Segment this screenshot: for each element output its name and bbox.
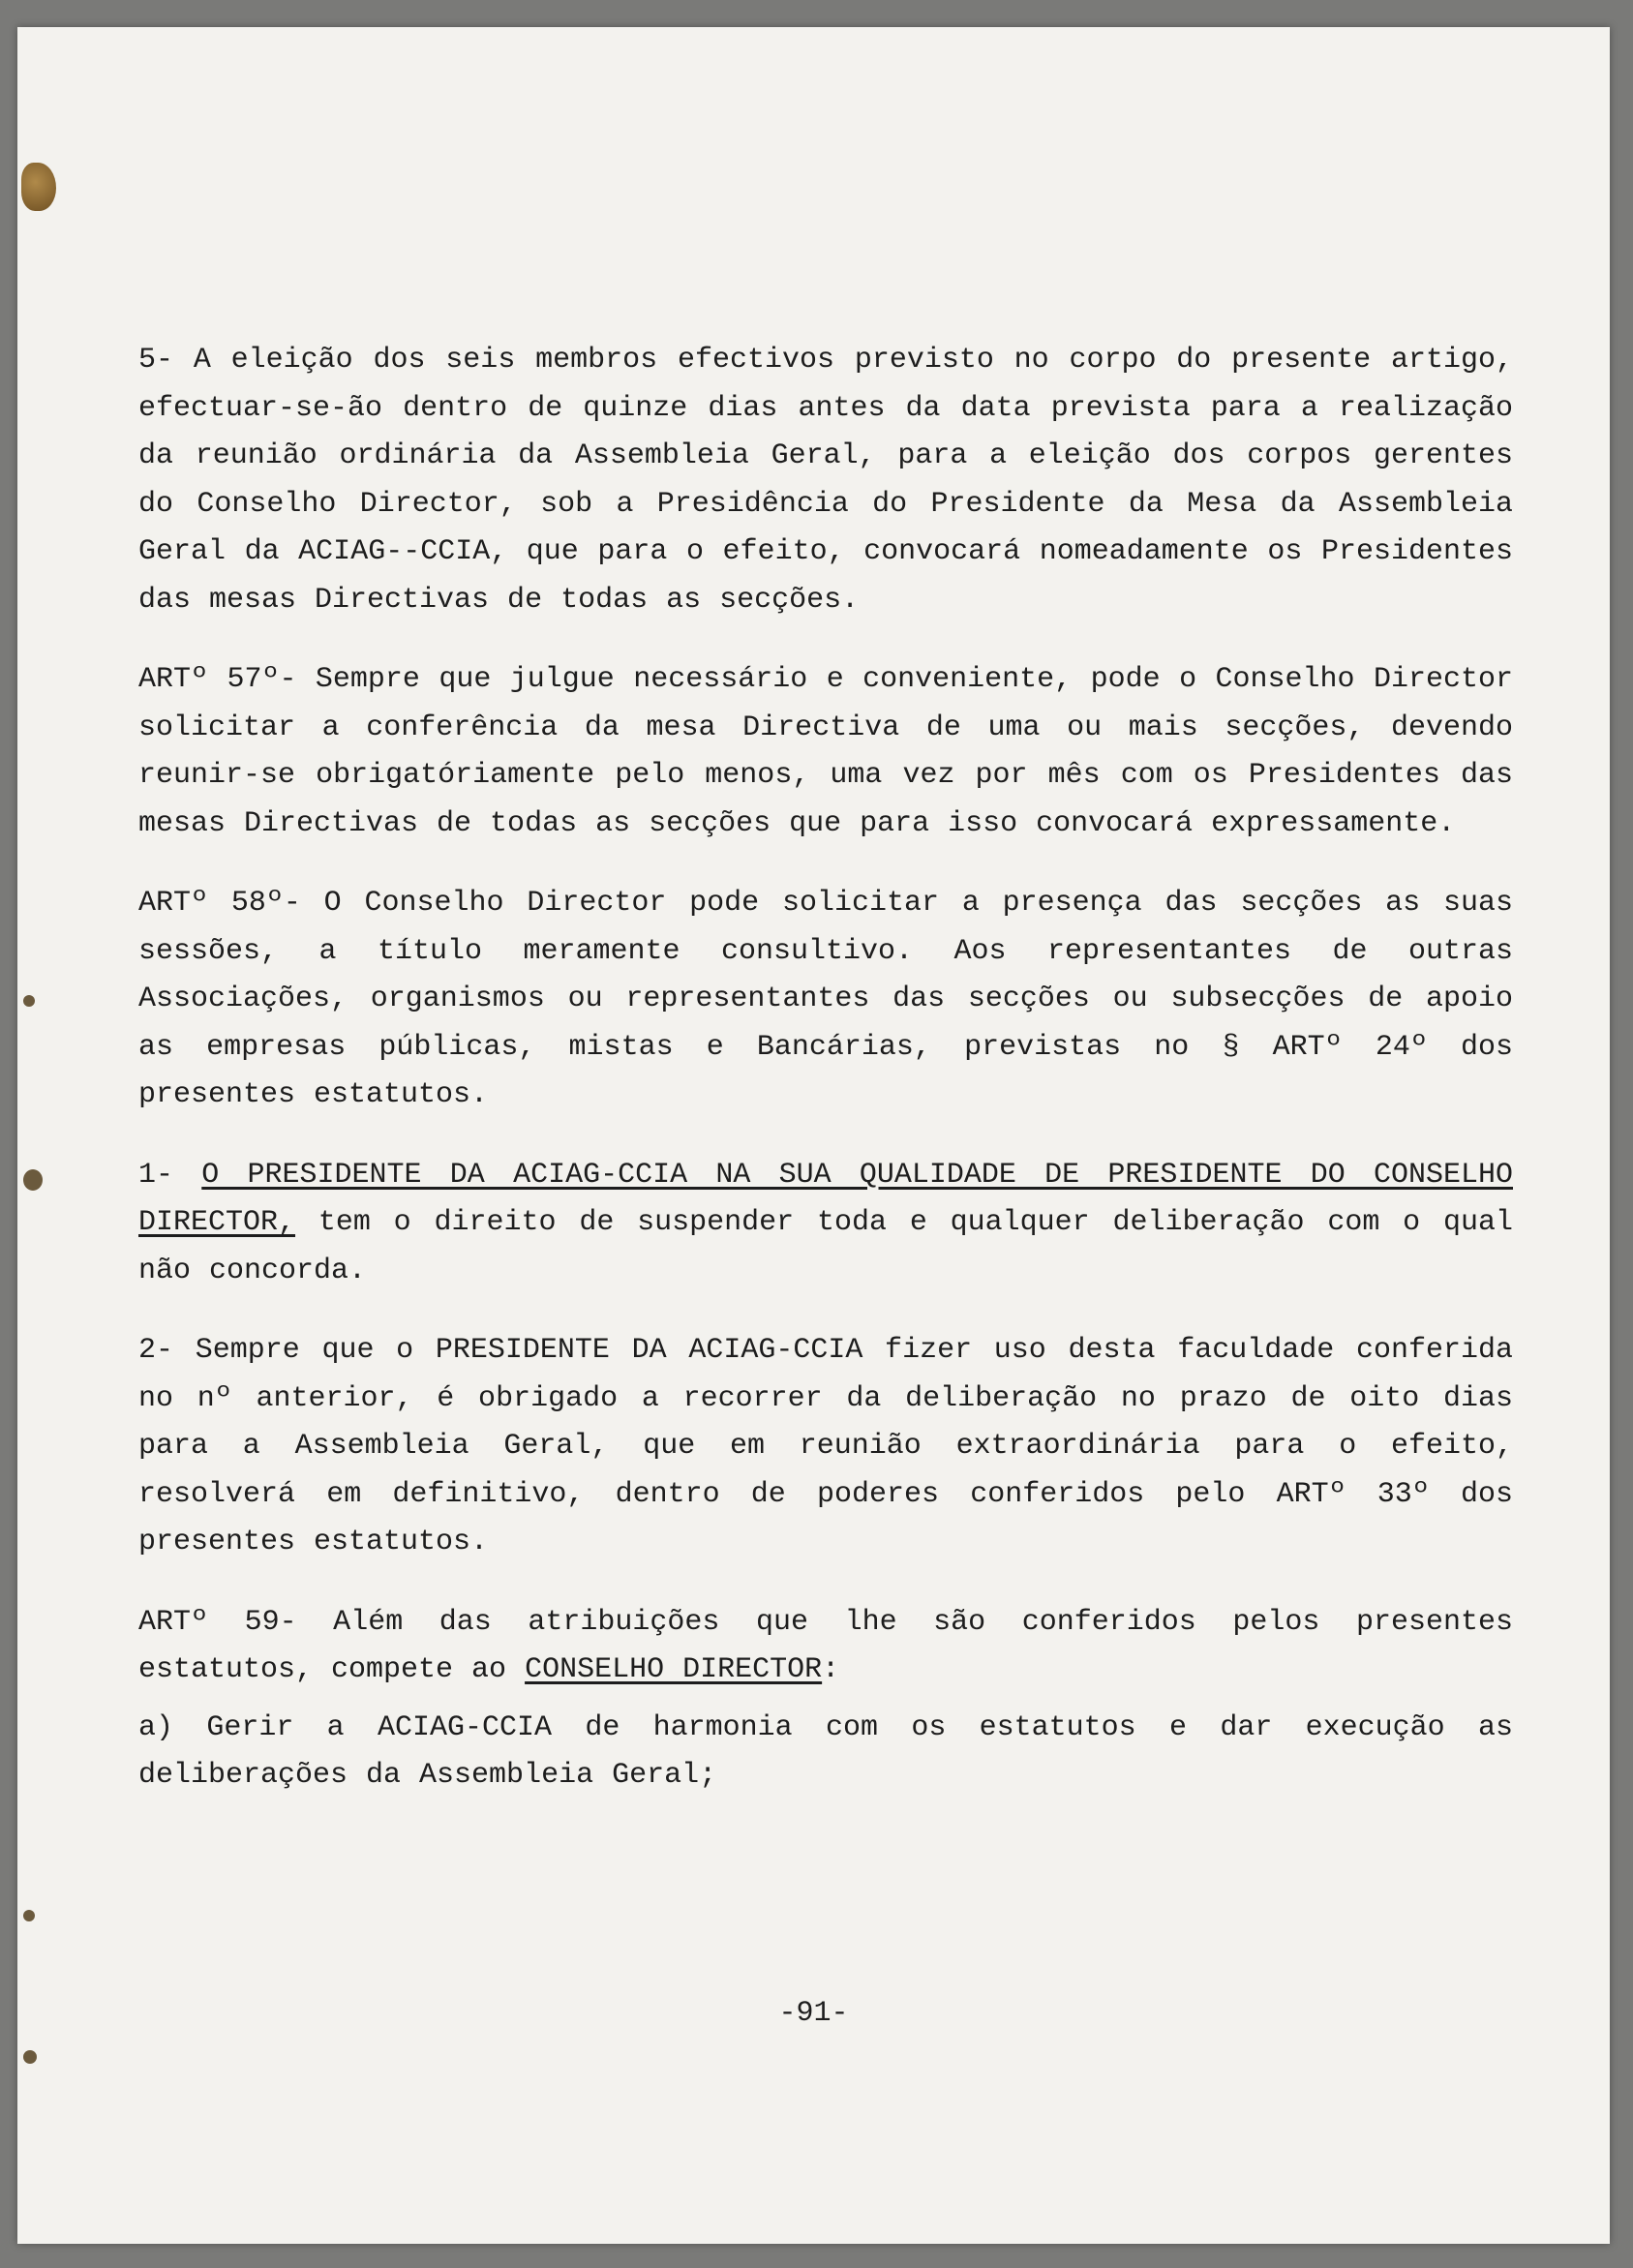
art-59-suffix: :: [822, 1653, 840, 1686]
paragraph-item-1: [138, 1152, 1513, 1296]
paragraph-item-2: 2- Sempre que o PRESIDENTE DA ACIAG-CCIA fizer uso desta faculdade conferida no nº anterior, é obrigado a recorrer da deliberação no prazo de oito dias para a Assembleia Geral, que em reunião extraordinária para o efeito, resolverá em definitivo, dentro de poderes conferidos pelo ARTº 33º dos presentes estatutos.: [138, 1334, 1513, 1558]
paragraph-art-58: ARTº 58º- O Conselho Director pode solicitar a presença das secções as suas sessões, a título meramente consultivo. Aos representantes de outras Associações, organismos ou representantes das secções ou subsecções de apoio as empresas públicas, mistas e Bancárias, previstas no § ARTº 24º dos presentes estatutos.: [138, 887, 1513, 1111]
punch-hole-mark: [23, 1169, 43, 1191]
art-59-underlined: CONSELHO DIRECTOR: [525, 1653, 823, 1686]
document-page: [17, 27, 1610, 2244]
page-number: -91-: [778, 1997, 849, 2030]
paragraph-art-57: ARTº 57º- Sempre que julgue necessário e conveniente, pode o Conselho Director solicitar a conferência da mesa Directiva de uma ou mais secções, devendo reunir-se obrigatóriamente pelo menos, uma vez por mês com os Presidentes das mesas Directivas de todas as secções que para isso convocará expressamente.: [138, 663, 1513, 840]
rust-stain: [21, 163, 56, 211]
punch-hole-mark: [23, 995, 35, 1007]
punch-hole-mark: [23, 2050, 37, 2064]
paragraph-item-a: a) Gerir a ACIAG-CCIA de harmonia com os estatutos e dar execução as deliberações da Assembleia Geral;: [138, 1710, 1513, 1792]
document-body: [138, 337, 1513, 1832]
art-59-prefix: ARTº 59- Além das atribuições que lhe são conferidos pelos presentes estatutos, compete ao: [138, 1605, 1513, 1686]
paragraph-item-5: 5- A eleição dos seis membros efectivos previsto no corpo do presente artigo, efectuar-se-ão dentro de quinze dias antes da data prevista para a realização da reunião ordinária da Assembleia Geral, para a eleição dos corpos gerentes do Conselho Director, sob a Presidência do Presidente da Mesa da Assembleia Geral da ACIAG--CCIA, que para o efeito, convocará nomeadamente os Presidentes das mesas Directivas de todas as secções.: [138, 344, 1513, 617]
item-1-underlined: O PRESIDENTE DA ACIAG-CCIA NA SUA QUALIDADE DE PRESIDENTE DO CONSELHO DIRECTOR,: [138, 1158, 1513, 1239]
punch-hole-mark: [23, 1910, 35, 1921]
item-1-suffix: tem o direito de suspender toda e qualquer deliberação com o qual não concorda.: [138, 1206, 1513, 1287]
item-1-prefix: 1-: [138, 1158, 202, 1192]
paragraph-art-59: [138, 1599, 1513, 1695]
